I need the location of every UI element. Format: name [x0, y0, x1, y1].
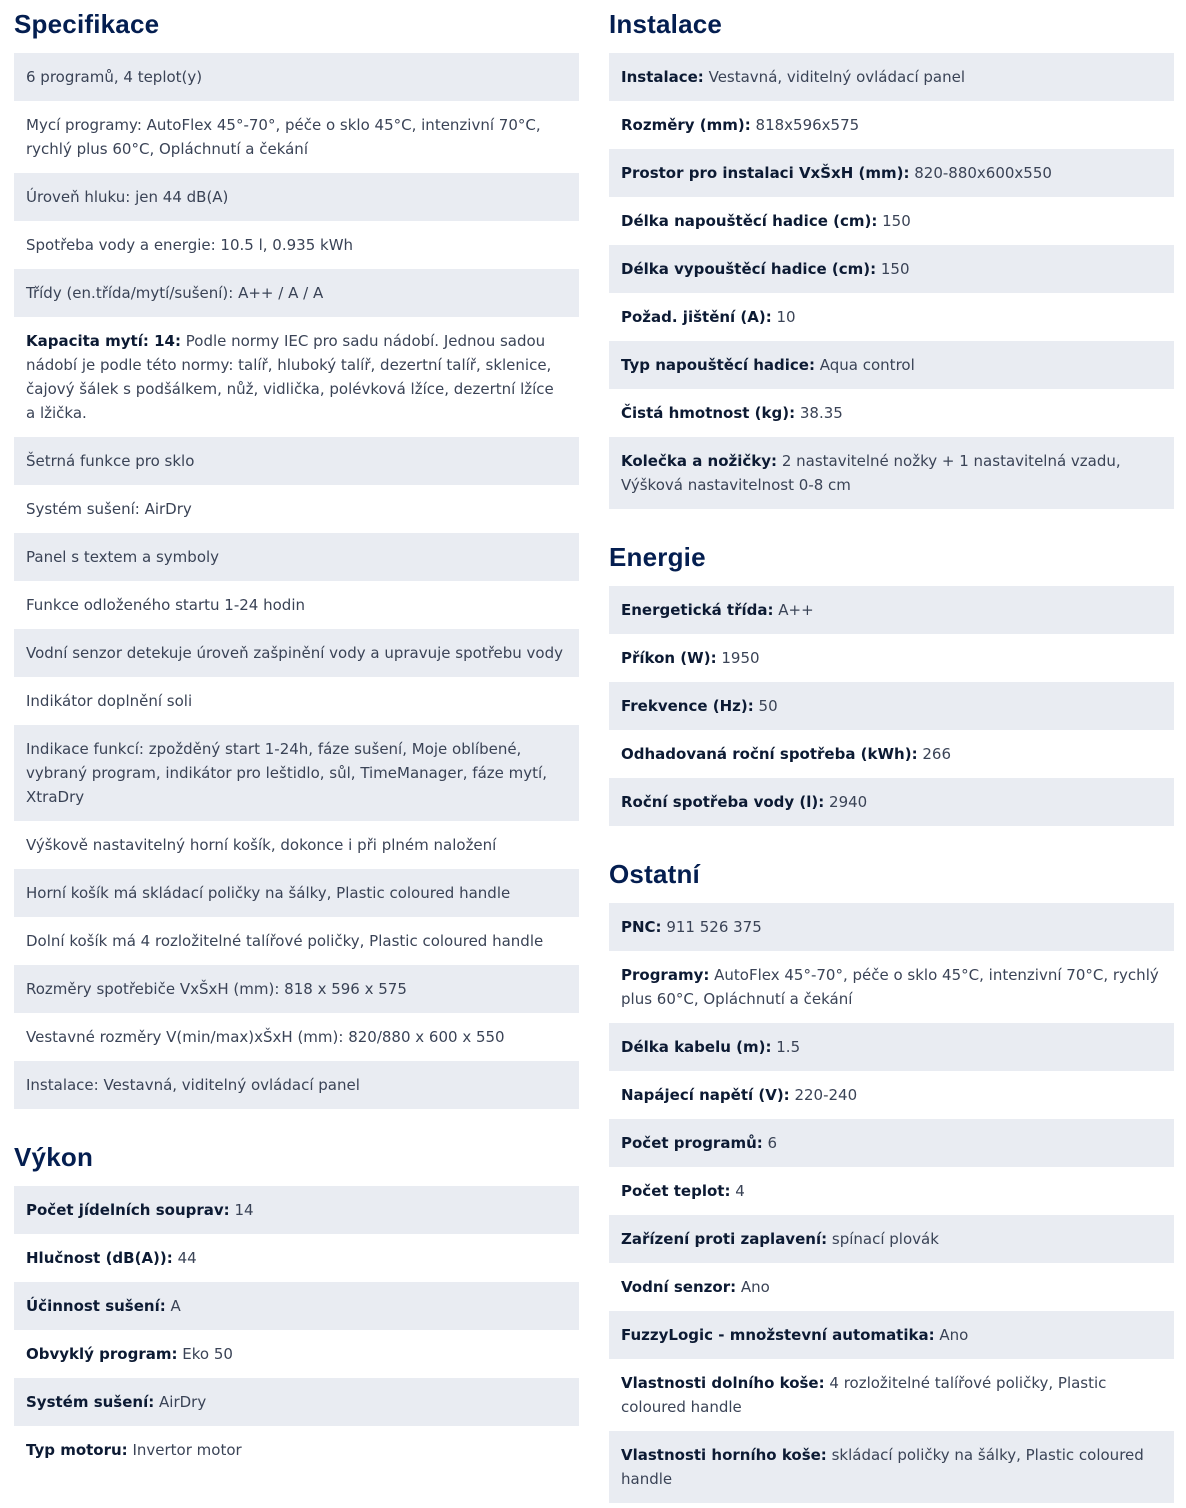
spec-row-value: Vestavné rozměry V(min/max)xŠxH (mm): 820/880 x 600 x 550 [26, 1028, 505, 1046]
spec-row-label: Zařízení proti zaplavení: [621, 1230, 828, 1248]
spec-row-value: Vodní senzor detekuje úroveň zašpinění vody a upravuje spotřebu vody [26, 644, 564, 662]
spec-row-label: Typ napouštěcí hadice: [621, 356, 815, 374]
spec-list [609, 53, 1174, 509]
spec-row [609, 293, 1174, 341]
spec-row-label: Prostor pro instalaci VxŠxH (mm): [621, 164, 910, 182]
spec-row-value: 911 526 375 [666, 918, 762, 936]
spec-row [609, 101, 1174, 149]
spec-row-value: 4 rozložitelné talířové poličky, Plastic coloured handle [621, 1374, 1107, 1416]
section-specifikace [14, 0, 579, 1109]
spec-row-label: Frekvence (Hz): [621, 697, 754, 715]
spec-row-label: Délka vypouštěcí hadice (cm): [621, 260, 877, 278]
spec-row [14, 629, 579, 677]
spec-row-label: Příkon (W): [621, 649, 717, 667]
spec-row-value: Invertor motor [132, 1441, 242, 1459]
spec-row-label: Vlastnosti horního koše: [621, 1446, 827, 1464]
spec-row [609, 245, 1174, 293]
spec-row [14, 1378, 579, 1426]
spec-row-label: Čistá hmotnost (kg): [621, 404, 796, 422]
spec-row-label: Hlučnost (dB(A)): [26, 1249, 173, 1267]
spec-row-label: Účinnost sušení: [26, 1297, 166, 1315]
spec-row [609, 903, 1174, 951]
spec-row [609, 341, 1174, 389]
spec-row-value: Eko 50 [182, 1345, 233, 1363]
spec-row [609, 951, 1174, 1023]
spec-row-value: Indikátor doplnění soli [26, 692, 193, 710]
spec-list [14, 1186, 579, 1474]
spec-row-label: Kapacita mytí: 14: [26, 332, 181, 350]
spec-row [14, 221, 579, 269]
spec-row [14, 53, 579, 101]
section-ostatni [609, 850, 1174, 1503]
spec-row-label: Počet teplot: [621, 1182, 731, 1200]
section-title-energie: Energie [609, 542, 706, 572]
spec-row [14, 269, 579, 317]
spec-row [14, 581, 579, 629]
spec-row [609, 1359, 1174, 1431]
spec-row-value: Indikace funkcí: zpožděný start 1-24h, fáze sušení, Moje oblíbené, vybraný program, indikátor pro leštidlo, sůl, TimeManager, fáze mytí, XtraDry [26, 740, 547, 806]
spec-row-label: Délka kabelu (m): [621, 1038, 772, 1056]
spec-row [609, 197, 1174, 245]
spec-row-value: 220-240 [794, 1086, 858, 1104]
spec-row [609, 1023, 1174, 1071]
spec-row-value: 150 [882, 212, 911, 230]
spec-row-label: Rozměry (mm): [621, 116, 751, 134]
spec-row [14, 725, 579, 821]
spec-row-value: Systém sušení: AirDry [26, 500, 192, 518]
spec-row [609, 149, 1174, 197]
spec-row-value: Rozměry spotřebiče VxŠxH (mm): 818 x 596 x 575 [26, 980, 407, 998]
spec-row-label: Roční spotřeba vody (l): [621, 793, 825, 811]
spec-row-value: 6 programů, 4 teplot(y) [26, 68, 203, 86]
spec-row-value: A [170, 1297, 181, 1315]
spec-row-value: 1.5 [776, 1038, 801, 1056]
spec-row-value: A++ [778, 601, 814, 619]
spec-row [609, 1311, 1174, 1359]
spec-row [14, 1013, 579, 1061]
section-vykon [14, 1133, 579, 1474]
spec-row-value: 6 [767, 1134, 778, 1152]
spec-row-value: 818x596x575 [755, 116, 860, 134]
spec-row-label: Energetická třída: [621, 601, 774, 619]
spec-row-value: 4 [735, 1182, 745, 1200]
spec-list [14, 53, 579, 1109]
spec-row [14, 869, 579, 917]
spec-row-value: 1950 [721, 649, 760, 667]
spec-row [14, 1234, 579, 1282]
spec-row-value: Výškově nastavitelný horní košík, dokonce i při plném naložení [26, 836, 497, 854]
spec-row [609, 634, 1174, 682]
spec-row-value: Panel s textem a symboly [26, 548, 220, 566]
section-instalace [609, 0, 1174, 509]
spec-row-value: 44 [177, 1249, 197, 1267]
left-column [14, 0, 579, 1474]
spec-row [609, 586, 1174, 634]
section-energie [609, 533, 1174, 826]
spec-row-value: Ano [939, 1326, 969, 1344]
section-title-vykon: Výkon [14, 1142, 94, 1172]
spec-row-value: Třídy (en.třída/mytí/sušení): A++ / A / A [26, 284, 324, 302]
spec-row-value: spínací plovák [831, 1230, 939, 1248]
section-title-instalace: Instalace [609, 9, 723, 39]
spec-row [609, 1215, 1174, 1263]
spec-row [609, 53, 1174, 101]
spec-list [609, 586, 1174, 826]
spec-row-value: Mycí programy: AutoFlex 45°-70°, péče o sklo 45°C, intenzivní 70°C, rychlý plus 60°C, Opláchnutí a čekání [26, 116, 541, 158]
spec-row [609, 1119, 1174, 1167]
spec-row [14, 1330, 579, 1378]
spec-row-value: 820-880x600x550 [914, 164, 1052, 182]
spec-row [609, 730, 1174, 778]
section-gap [609, 509, 1174, 533]
spec-row-value: Podle normy IEC pro sadu nádobí. Jednou sadou nádobí je podle této normy: talíř, hluboký talíř, dezertní talíř, sklenice, čajový šálek s podšálkem, nůž, vidlička, polévková lžíce, dezertní lžíce a lžička. [26, 332, 554, 422]
spec-row [14, 1426, 579, 1474]
spec-row-value: 150 [880, 260, 910, 278]
spec-row-label: Vodní senzor: [621, 1278, 737, 1296]
section-gap [14, 1109, 579, 1133]
spec-row [14, 965, 579, 1013]
spec-row-label: Požad. jištění (A): [621, 308, 772, 326]
spec-row-value: AutoFlex 45°-70°, péče o sklo 45°C, intenzivní 70°C, rychlý plus 60°C, Opláchnutí a čekání [621, 966, 1159, 1008]
spec-row-value: Horní košík má skládací poličky na šálky, Plastic coloured handle [26, 884, 511, 902]
spec-row-value: skládací poličky na šálky, Plastic coloured handle [621, 1446, 1144, 1488]
spec-row-label: FuzzyLogic - množstevní automatika: [621, 1326, 935, 1344]
spec-row-label: Odhadovaná roční spotřeba (kWh): [621, 745, 918, 763]
spec-row-value: Úroveň hluku: jen 44 dB(A) [26, 188, 229, 206]
spec-row [14, 821, 579, 869]
spec-row-value: Vestavná, viditelný ovládací panel [708, 68, 966, 86]
spec-row-label: Vlastnosti dolního koše: [621, 1374, 825, 1392]
section-gap [609, 826, 1174, 850]
spec-row-value: 50 [758, 697, 778, 715]
spec-row-value: Funkce odloženého startu 1-24 hodin [26, 596, 305, 614]
spec-row-value: 38.35 [799, 404, 843, 422]
spec-row-value: 2940 [829, 793, 868, 811]
spec-row [14, 917, 579, 965]
spec-row-value: Spotřeba vody a energie: 10.5 l, 0.935 kWh [26, 236, 354, 254]
spec-row [609, 389, 1174, 437]
spec-row-value: 266 [922, 745, 952, 763]
spec-row [609, 1263, 1174, 1311]
spec-row [14, 1282, 579, 1330]
spec-row-value: 10 [776, 308, 796, 326]
spec-row [609, 1431, 1174, 1503]
spec-row [14, 533, 579, 581]
spec-row [14, 485, 579, 533]
spec-row-label: Instalace: [621, 68, 704, 86]
spec-row-label: Systém sušení: [26, 1393, 155, 1411]
spec-list [609, 903, 1174, 1503]
spec-row-value: Dolní košík má 4 rozložitelné talířové poličky, Plastic coloured handle [26, 932, 544, 950]
section-title-ostatni: Ostatní [609, 859, 700, 889]
spec-row-value: Ano [740, 1278, 770, 1296]
spec-row-label: Napájecí napětí (V): [621, 1086, 790, 1104]
section-title-specifikace: Specifikace [14, 9, 160, 39]
spec-row-label: Programy: [621, 966, 710, 984]
spec-row [14, 437, 579, 485]
spec-row-label: Typ motoru: [26, 1441, 128, 1459]
spec-row-label: Počet jídelních souprav: [26, 1201, 230, 1219]
spec-row-value: AirDry [159, 1393, 207, 1411]
spec-row-label: Obvyklý program: [26, 1345, 178, 1363]
spec-row [14, 1186, 579, 1234]
spec-row [609, 1167, 1174, 1215]
right-column [609, 0, 1174, 1503]
spec-row [609, 1071, 1174, 1119]
spec-row [14, 173, 579, 221]
spec-row [609, 437, 1174, 509]
spec-row-value: 14 [234, 1201, 254, 1219]
spec-row-label: PNC: [621, 918, 662, 936]
spec-row-label: Počet programů: [621, 1134, 763, 1152]
spec-row [609, 778, 1174, 826]
spec-row-value: Instalace: Vestavná, viditelný ovládací panel [26, 1076, 360, 1094]
spec-row [14, 677, 579, 725]
spec-row-value: Aqua control [819, 356, 915, 374]
spec-row [14, 1061, 579, 1109]
spec-row-label: Kolečka a nožičky: [621, 452, 778, 470]
spec-row-value: Šetrná funkce pro sklo [26, 452, 195, 470]
spec-row [14, 317, 579, 437]
spec-row [609, 682, 1174, 730]
spec-row-value: 2 nastavitelné nožky + 1 nastavitelná vzadu, Výšková nastavitelnost 0-8 cm [621, 452, 1121, 494]
spec-row [14, 101, 579, 173]
spec-row-label: Délka napouštěcí hadice (cm): [621, 212, 878, 230]
